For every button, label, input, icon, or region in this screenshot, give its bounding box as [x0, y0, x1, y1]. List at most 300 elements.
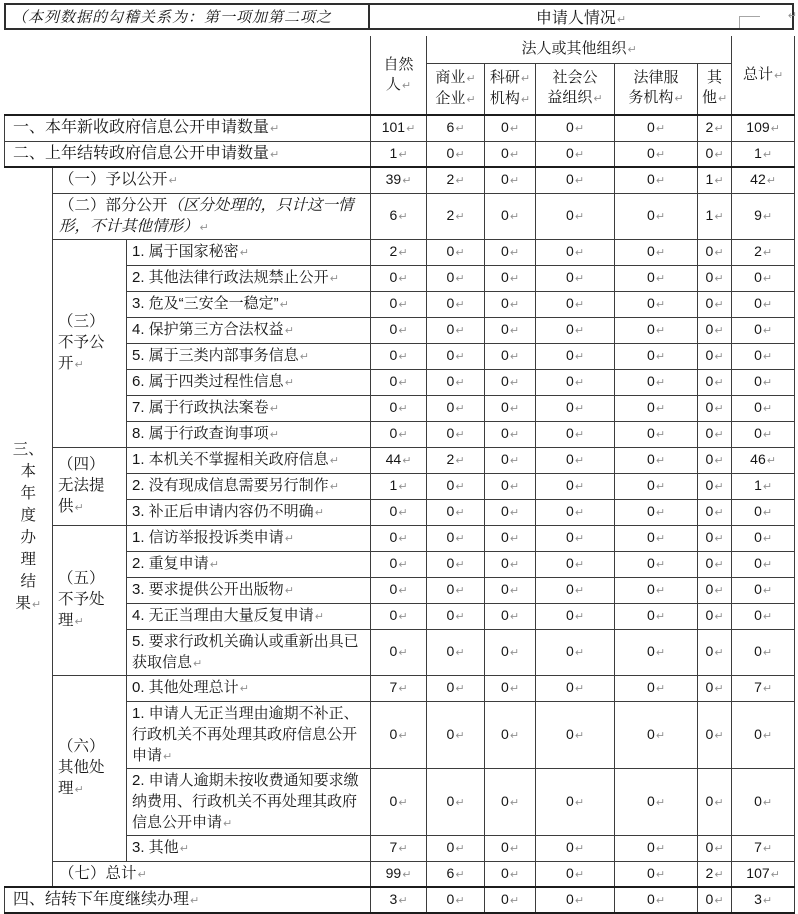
item-label-cell: 2. 没有现成信息需要另行制作↵	[127, 473, 371, 499]
row-carry-next-year	[5, 887, 795, 913]
paragraph-mark: ↵	[284, 532, 294, 545]
paragraph-mark: ↵	[655, 894, 666, 907]
value-cell: 42↵	[732, 167, 795, 193]
row-new-received	[5, 115, 795, 141]
value-cell: 0↵	[371, 525, 427, 551]
value-cell: 0↵	[615, 239, 698, 265]
item-label-cell: 2. 申请人逾期未按收费通知要求缴纳费用、行政机关不再处理其政府信息公开申请↵	[127, 768, 371, 835]
value-cell: 0↵	[427, 525, 485, 551]
paragraph-mark: ↵	[593, 92, 603, 106]
value-cell: 0↵	[485, 193, 536, 239]
value-cell: 0↵	[485, 239, 536, 265]
value-cell: 0↵	[536, 473, 615, 499]
header-blank-cell	[5, 36, 371, 115]
paragraph-mark: ↵	[455, 610, 465, 623]
paragraph-mark: ↵	[762, 298, 773, 311]
col-header-social-welfare-org: 社会公 益组织↵	[536, 63, 615, 115]
value-cell: 0↵	[698, 343, 732, 369]
paragraph-mark: ↵	[574, 795, 585, 809]
item-label-cell: 6. 属于四类过程性信息↵	[127, 369, 371, 395]
item-row	[5, 447, 795, 473]
paragraph-mark: ↵	[179, 842, 189, 855]
paragraph-mark: ↵	[509, 480, 520, 493]
group-label-cell: （一）予以公开↵	[53, 167, 371, 193]
value-cell: 0↵	[485, 551, 536, 577]
value-cell: 2↵	[427, 167, 485, 193]
paragraph-mark: ↵	[455, 272, 465, 285]
group-row	[5, 861, 795, 887]
value-cell: 0↵	[427, 675, 485, 701]
value-cell: 0↵	[698, 577, 732, 603]
paragraph-mark: ↵	[329, 272, 339, 285]
item-label-cell: 3. 危及“三安全一稳定”↵	[127, 291, 371, 317]
paragraph-mark: ↵	[398, 324, 408, 337]
group-row	[5, 167, 795, 193]
paragraph-mark: ↵	[762, 246, 773, 259]
paragraph-mark: ↵	[714, 506, 724, 519]
value-cell: 0↵	[485, 395, 536, 421]
value-cell: 0↵	[485, 167, 536, 193]
value-cell: 0↵	[485, 291, 536, 317]
paragraph-mark: ↵	[655, 122, 666, 136]
paragraph-mark: ↵	[574, 122, 585, 136]
value-cell: 0↵	[615, 525, 698, 551]
paragraph-mark: ↵	[714, 558, 724, 571]
value-cell: 0↵	[485, 887, 536, 913]
value-cell: 0↵	[615, 421, 698, 447]
group-label-cell: （五） 不予处 理↵	[53, 525, 127, 675]
paragraph-mark: ↵	[655, 842, 666, 855]
paragraph-mark: ↵	[574, 480, 585, 493]
paragraph-mark: ↵	[674, 92, 684, 106]
value-cell: 0↵	[536, 167, 615, 193]
paragraph-mark: ↵	[655, 350, 666, 363]
value-cell: 0↵	[698, 317, 732, 343]
paragraph-mark: ↵	[714, 298, 724, 311]
paragraph-mark: ↵	[509, 532, 520, 545]
paragraph-mark: ↵	[714, 174, 724, 188]
paragraph-mark: ↵	[762, 480, 773, 493]
paragraph-mark: ↵	[455, 795, 465, 809]
paragraph-mark: ↵	[714, 454, 724, 467]
value-cell: 0↵	[615, 193, 698, 239]
value-cell: 0↵	[371, 317, 427, 343]
group-row	[5, 193, 795, 239]
value-cell: 0↵	[615, 675, 698, 701]
paragraph-mark: ↵	[398, 246, 408, 259]
value-cell: 0↵	[698, 768, 732, 835]
value-cell: 7↵	[732, 675, 795, 701]
paragraph-mark: ↵	[770, 867, 780, 881]
value-cell: 7↵	[371, 675, 427, 701]
paragraph-mark: ↵	[398, 584, 408, 597]
paragraph-mark: ↵	[509, 454, 520, 467]
paragraph-mark: ↵	[655, 558, 666, 571]
group-label-cell: （七）总计↵	[53, 861, 371, 887]
paragraph-mark: ↵	[717, 92, 728, 106]
note-text-cell: （本列数据的勾稽关系为：第一项加第二项之	[5, 4, 369, 29]
paragraph-mark: ↵	[762, 428, 773, 441]
paragraph-mark: ↵	[714, 728, 724, 742]
paragraph-mark: ↵	[509, 210, 520, 223]
value-cell: 0↵	[536, 115, 615, 141]
paragraph-mark: ↵	[714, 376, 724, 389]
value-cell: 0↵	[371, 265, 427, 291]
paragraph-mark: ↵	[714, 894, 724, 907]
group-label-cell: （三） 不予公 开↵	[53, 239, 127, 447]
item-label-cell: 7. 属于行政执法案卷↵	[127, 395, 371, 421]
value-cell: 0↵	[536, 577, 615, 603]
paragraph-mark: ↵	[509, 122, 520, 136]
value-cell: 0↵	[536, 421, 615, 447]
value-cell: 0↵	[732, 421, 795, 447]
paragraph-mark: ↵	[574, 894, 585, 907]
main-table	[4, 36, 795, 914]
paragraph-mark: ↵	[762, 682, 773, 695]
paragraph-mark: ↵	[655, 246, 666, 259]
value-cell: 0↵	[732, 369, 795, 395]
paragraph-mark: ↵	[209, 558, 219, 571]
item-label-cell: 5. 属于三类内部事务信息↵	[127, 343, 371, 369]
paragraph-mark: ↵	[398, 532, 408, 545]
paragraph-mark: ↵	[455, 646, 465, 659]
paragraph-mark: ↵	[455, 894, 465, 907]
group-label-cell: （六） 其他处 理↵	[53, 675, 127, 861]
paragraph-mark: ↵	[455, 454, 465, 467]
paragraph-mark: ↵	[398, 298, 408, 311]
paragraph-mark: ↵	[655, 272, 666, 285]
value-cell: 0↵	[371, 343, 427, 369]
paragraph-mark: ↵	[773, 68, 784, 82]
paragraph-mark: ↵	[284, 584, 294, 597]
paragraph-mark: ↵	[398, 480, 408, 493]
value-cell: 0↵	[698, 239, 732, 265]
paragraph-mark: ↵	[455, 532, 465, 545]
paragraph-mark: ↵	[74, 615, 84, 628]
item-row	[5, 239, 795, 265]
paragraph-mark: ↵	[714, 350, 724, 363]
value-cell: 0↵	[698, 473, 732, 499]
paragraph-mark: ↵	[455, 402, 465, 415]
paragraph-mark: ↵	[223, 816, 233, 830]
paragraph-mark: ↵	[455, 506, 465, 519]
paragraph-mark: ↵	[762, 646, 773, 659]
value-cell: 0↵	[371, 603, 427, 629]
paragraph-mark: ↵	[714, 867, 724, 881]
paragraph-mark: ↵	[168, 174, 178, 188]
paragraph-mark: ↵	[509, 894, 520, 907]
paragraph-mark: ↵	[398, 272, 408, 285]
value-cell: 0↵	[485, 675, 536, 701]
value-cell: 0↵	[698, 701, 732, 768]
paragraph-mark: ↵	[398, 646, 408, 659]
group-label-note: （区分处理的，只计这一情形，不计其他情形）↵	[59, 196, 354, 235]
paragraph-mark: ↵	[455, 728, 465, 742]
paragraph-mark: ↵	[455, 584, 465, 597]
value-cell: 6↵	[371, 193, 427, 239]
paragraph-mark: ↵	[574, 728, 585, 742]
paragraph-mark: ↵	[199, 220, 209, 234]
value-cell: 39↵	[371, 167, 427, 193]
value-cell: 2↵	[427, 447, 485, 473]
paragraph-mark: ↵	[655, 210, 666, 223]
paragraph-mark: ↵	[655, 147, 666, 161]
paragraph-mark: ↵	[655, 454, 666, 467]
item-label-cell: 0. 其他处理总计↵	[127, 675, 371, 701]
paragraph-mark: ↵	[509, 795, 520, 809]
paragraph-mark: ↵	[762, 558, 773, 571]
paragraph-mark: ↵	[714, 147, 724, 161]
paragraph-mark: ↵	[509, 506, 520, 519]
col-header-total: 总计↵	[732, 36, 795, 115]
value-cell: 0↵	[536, 317, 615, 343]
paragraph-mark: ↵	[574, 584, 585, 597]
paragraph-mark: ↵	[455, 480, 465, 493]
value-cell: 0↵	[371, 551, 427, 577]
paragraph-mark: ↵	[455, 174, 465, 188]
paragraph-mark: ↵	[398, 428, 408, 441]
value-cell: 0↵	[536, 887, 615, 913]
row-label-cell: 二、上年结转政府信息公开申请数量↵	[5, 141, 371, 167]
paragraph-mark: ↵	[766, 454, 776, 467]
value-cell: 0↵	[427, 369, 485, 395]
paragraph-mark: ↵	[655, 506, 666, 519]
paragraph-mark: ↵	[714, 682, 724, 695]
value-cell: 1↵	[698, 167, 732, 193]
paragraph-mark: ↵	[279, 298, 289, 311]
paragraph-mark: ↵	[655, 402, 666, 415]
value-cell: 0↵	[427, 317, 485, 343]
paragraph-mark: ↵	[762, 894, 773, 907]
item-label-cell: 8. 属于行政查询事项↵	[127, 421, 371, 447]
value-cell: 0↵	[732, 395, 795, 421]
value-cell: 0↵	[698, 603, 732, 629]
value-cell: 0↵	[427, 265, 485, 291]
value-cell: 6↵	[427, 115, 485, 141]
paragraph-mark: ↵	[455, 558, 465, 571]
value-cell: 0↵	[536, 675, 615, 701]
applicant-header-text: 申请人情况↵	[535, 10, 627, 27]
value-cell: 0↵	[536, 291, 615, 317]
paragraph-mark: ↵	[574, 174, 585, 188]
paragraph-mark: ↵	[655, 174, 666, 188]
paragraph-mark: ↵	[137, 867, 147, 881]
value-cell: 0↵	[536, 343, 615, 369]
paragraph-mark: ↵	[574, 272, 585, 285]
paragraph-mark: ↵	[520, 71, 531, 85]
paragraph-mark: ↵	[714, 610, 724, 623]
value-cell: 99↵	[371, 861, 427, 887]
paragraph-mark: ↵	[655, 480, 666, 493]
paragraph-mark: ↵	[509, 376, 520, 389]
note-row-table	[4, 3, 794, 30]
value-cell: 0↵	[698, 447, 732, 473]
paragraph-mark: ↵	[509, 350, 520, 363]
paragraph-mark: ↵	[655, 298, 666, 311]
paragraph-mark: ↵	[270, 147, 280, 161]
value-cell: 0↵	[485, 701, 536, 768]
paragraph-mark: ↵	[762, 272, 773, 285]
value-cell: 0↵	[427, 421, 485, 447]
paragraph-mark: ↵	[509, 272, 520, 285]
value-cell: 0↵	[698, 835, 732, 861]
value-cell: 0↵	[485, 141, 536, 167]
paragraph-mark: ↵	[269, 428, 279, 441]
value-cell: 0↵	[371, 701, 427, 768]
row-label-cell: 四、结转下年度继续办理↵	[5, 887, 371, 913]
paragraph-mark: ↵	[714, 646, 724, 659]
paragraph-mark: ↵	[655, 376, 666, 389]
value-cell: 0↵	[615, 343, 698, 369]
paragraph-mark: ↵	[762, 610, 773, 623]
value-cell: 0↵	[485, 265, 536, 291]
value-cell: 0↵	[371, 577, 427, 603]
value-cell: 0↵	[485, 115, 536, 141]
header-row-1	[5, 36, 795, 63]
paragraph-mark: ↵	[299, 350, 309, 363]
paragraph-mark: ↵	[762, 584, 773, 597]
paragraph-mark: ↵	[509, 867, 520, 881]
value-cell: 0↵	[698, 291, 732, 317]
paragraph-mark: ↵	[714, 272, 724, 285]
paragraph-mark: ↵	[714, 532, 724, 545]
paragraph-mark: ↵	[655, 610, 666, 623]
paragraph-mark: ↵	[398, 376, 408, 389]
paragraph-mark: ↵	[455, 867, 465, 881]
value-cell: 0↵	[698, 421, 732, 447]
paragraph-mark: ↵	[455, 376, 465, 389]
paragraph-mark: ↵	[655, 795, 666, 809]
value-cell: 0↵	[732, 768, 795, 835]
value-cell: 0↵	[427, 603, 485, 629]
paragraph-mark: ↵	[762, 147, 773, 161]
section-vertical-label-cell: 三、 本 年 度 办 理 结 果↵	[5, 167, 53, 887]
paragraph-mark: ↵	[655, 428, 666, 441]
main-table-body	[5, 36, 795, 913]
paragraph-mark: ↵	[762, 402, 773, 415]
table-end-paragraph-mark: ↵	[787, 9, 797, 22]
value-cell: 0↵	[427, 887, 485, 913]
value-cell: 44↵	[371, 447, 427, 473]
paragraph-mark: ↵	[762, 324, 773, 337]
paragraph-mark: ↵	[714, 324, 724, 337]
value-cell: 0↵	[536, 141, 615, 167]
paragraph-mark: ↵	[714, 428, 724, 441]
paragraph-mark: ↵	[398, 842, 408, 855]
paragraph-mark: ↵	[239, 682, 249, 695]
item-label-cell: 5. 要求行政机关确认或重新出具已获取信息↵	[127, 629, 371, 675]
paragraph-mark: ↵	[574, 532, 585, 545]
value-cell: 0↵	[536, 395, 615, 421]
paragraph-mark: ↵	[766, 174, 776, 188]
paragraph-mark: ↵	[455, 298, 465, 311]
paragraph-mark: ↵	[455, 122, 465, 136]
paragraph-mark: ↵	[574, 506, 585, 519]
value-cell: 0↵	[536, 861, 615, 887]
paragraph-mark: ↵	[398, 147, 408, 161]
value-cell: 0↵	[371, 291, 427, 317]
paragraph-mark: ↵	[762, 376, 773, 389]
paragraph-mark: ↵	[714, 480, 724, 493]
value-cell: 0↵	[485, 343, 536, 369]
value-cell: 0↵	[732, 265, 795, 291]
item-label-cell: 2. 重复申请↵	[127, 551, 371, 577]
value-cell: 0↵	[536, 447, 615, 473]
paragraph-mark: ↵	[627, 42, 637, 56]
item-label-cell: 4. 保护第三方合法权益↵	[127, 317, 371, 343]
value-cell: 0↵	[615, 167, 698, 193]
value-cell: 0↵	[371, 395, 427, 421]
value-cell: 0↵	[698, 887, 732, 913]
paragraph-mark: ↵	[655, 646, 666, 659]
value-cell: 0↵	[615, 369, 698, 395]
value-cell: 0↵	[485, 473, 536, 499]
paragraph-mark: ↵	[714, 210, 724, 223]
paragraph-mark: ↵	[74, 358, 84, 371]
value-cell: 6↵	[427, 861, 485, 887]
paragraph-mark: ↵	[398, 682, 408, 695]
value-cell: 0↵	[732, 317, 795, 343]
row-carried-over-prev	[5, 141, 795, 167]
paragraph-mark: ↵	[655, 532, 666, 545]
value-cell: 0↵	[732, 343, 795, 369]
value-cell: 2↵	[698, 115, 732, 141]
paragraph-mark: ↵	[574, 210, 585, 223]
paragraph-mark: ↵	[574, 558, 585, 571]
item-label-cell: 4. 无正当理由大量反复申请↵	[127, 603, 371, 629]
paragraph-mark: ↵	[714, 842, 724, 855]
paragraph-mark: ↵	[398, 402, 408, 415]
value-cell: 0↵	[427, 551, 485, 577]
value-cell: 0↵	[427, 629, 485, 675]
paragraph-mark: ↵	[509, 842, 520, 855]
value-cell: 0↵	[732, 577, 795, 603]
value-cell: 0↵	[536, 551, 615, 577]
value-cell: 0↵	[536, 768, 615, 835]
value-cell: 0↵	[485, 317, 536, 343]
value-cell: 0↵	[698, 551, 732, 577]
paragraph-mark: ↵	[402, 174, 412, 188]
value-cell: 0↵	[536, 193, 615, 239]
paragraph-mark: ↵	[284, 376, 294, 389]
value-cell: 0↵	[536, 239, 615, 265]
value-cell: 0↵	[732, 291, 795, 317]
paragraph-mark: ↵	[655, 728, 666, 742]
paragraph-mark: ↵	[239, 246, 249, 259]
value-cell: 0↵	[485, 525, 536, 551]
paragraph-mark: ↵	[455, 428, 465, 441]
paragraph-mark: ↵	[466, 71, 476, 85]
value-cell: 1↵	[732, 473, 795, 499]
paragraph-mark: ↵	[455, 842, 465, 855]
value-cell: 0↵	[485, 835, 536, 861]
paragraph-mark: ↵	[455, 324, 465, 337]
paragraph-mark: ↵	[398, 558, 408, 571]
paragraph-mark: ↵	[714, 795, 724, 809]
col-header-business-enterprise: 商业↵ 企业↵	[427, 63, 485, 115]
col-header-other: 其 他↵	[698, 63, 732, 115]
paragraph-mark: ↵	[398, 795, 408, 809]
paragraph-mark: ↵	[402, 454, 412, 467]
value-cell: 0↵	[732, 603, 795, 629]
paragraph-mark: ↵	[574, 324, 585, 337]
paragraph-mark: ↵	[398, 210, 408, 223]
value-cell: 0↵	[732, 629, 795, 675]
paragraph-mark: ↵	[270, 122, 280, 136]
value-cell: 3↵	[371, 887, 427, 913]
paragraph-mark: ↵	[574, 842, 585, 855]
value-cell: 0↵	[615, 499, 698, 525]
